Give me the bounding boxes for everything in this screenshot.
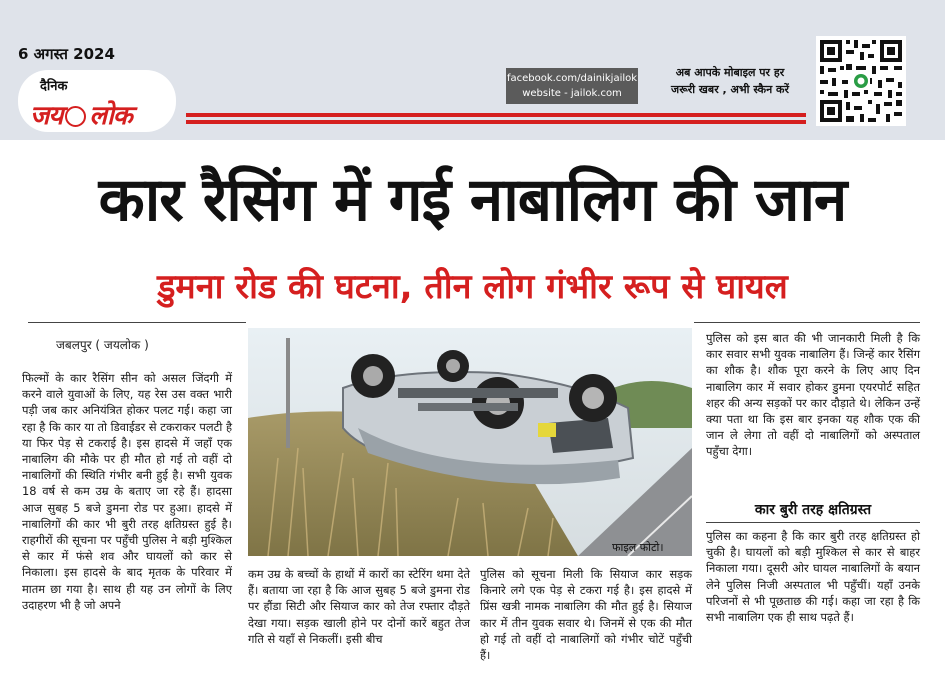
article-column-4-continued: पुलिस का कहना है कि कार बुरी तरह क्षतिग्रस्त हो चुकी है। घायलों को बड़ी मुश्किल से कार से बाहर निकाला गया। दूसरी ओर घायल नाबालिगों के बयान लेने पुलिस निजी अस्पताल भी पहुँचीं। यहाँ उनके परिजनों से भी पूछताछ की गई। कहा जा रहा है कि सभी नाबालिग एक ही साथ पढ़ते हैं। — [706, 529, 920, 625]
accident-photo — [248, 328, 692, 556]
logo-tagline: दैनिक — [40, 79, 68, 94]
photo-caption: फाइल फोटो। — [612, 541, 664, 554]
article-column-4: पुलिस को इस बात की भी जानकारी मिली है कि कार सवार सभी युवक नाबालिग हैं। जिन्हें कार रैसिंग का शौक है। शौक पूरा करने के लिए आए दिन नाबालिग कार में सवार होकर डुमना एयरपोर्ट सहित शहर की अन्य सड़कों पर कार दौड़ाते थे। लेकिन उन्हें क्या पता था कि इस बार इनका यह शौक एक की जान ले लेगा तो वहीं दो नाबालिगों को अस्पताल पहुँचा देगा। — [706, 331, 920, 459]
main-headline: कार रैसिंग में गई नाबालिग की जान — [98, 165, 847, 235]
logo-word-right: लोक — [89, 101, 132, 131]
scan-prompt-line1: अब आपके मोबाइल पर हर — [675, 66, 785, 79]
article-column-2: कम उम्र के बच्चों के हाथों में कारों का स्टेरिंग थमा देते हैं। बताया जा रहा है कि आज सुबह 5 बजे डुमना रोड पर हौंडा सिटी और सियाज कार को तेज रफ्तार दौड़ते देखा गया। सड़क खाली होने पर दोनों कारें बहुत तेज गति से यहाँ से निकलीं। इसी बीच — [248, 567, 470, 646]
scan-prompt — [660, 64, 800, 98]
logo-word-left: जय — [30, 101, 63, 131]
facebook-link[interactable]: facebook.com/dainikjailok — [506, 73, 638, 84]
issue-date: 6 अगस्त 2024 — [18, 45, 115, 63]
social-links-box — [506, 68, 638, 104]
section-heading: कार बुरी तरह क्षतिग्रस्त — [706, 500, 920, 523]
qr-code-icon[interactable] — [816, 36, 906, 126]
globe-icon — [65, 106, 86, 127]
article-column-3: पुलिस को सूचना मिली कि सियाज कार सड़क किनारे लगे एक पेड़ से टकरा गई है। इस हादसे में प्रिंस खत्री नामक नाबालिग की मौत हुई है। सियाज कार में तीन युवक सवार थे। जिनमें से एक की मौत हो गई तो वहीं दो नाबालिगों को गंभीर चोटें पहुँची हैं। — [480, 567, 692, 663]
newspaper-logo — [30, 96, 132, 132]
masthead-rule-lines — [186, 113, 806, 127]
article-column-1: फिल्मों के कार रैसिंग सीन को असल जिंदगी में करने वाले युवाओं के लिए, यह रेस उस वक्त भारी पड़ी जब कार अनियंत्रित होकर पलट गई। कहा जा रहा है कि कार या तो डिवाईडर से टकराकर पलटी है या फिर पेड़ से टकराई है। इस हादसे में जहाँ एक नाबालिग की मौके पर ही मौत हो गई तो वहीं दो नाबालिगों की स्थिति गंभीर बनी हुई है। सभी युवक 18 वर्ष से कम उम्र के बताए जा रहे हैं। हादसा आज सुबह 5 बजे डुमना रोड पर हुआ। हादसे में नाबालिगों की कार भी बुरी तरह क्षतिग्रस्त हुई है। राहगीरों की सूचना पर पहुँची पुलिस ने बड़ी मुश्किल से कार में फंसे शव और घायलों को कार से निकाला। इस हादसे के बाद मृतक के परिवार में मातम छा गया है। साथ ही यह उन लोगों के लिए उदाहरण भी है जो अपने — [22, 371, 232, 612]
divider — [694, 322, 920, 323]
divider — [28, 322, 246, 323]
scan-prompt-line2: जरूरी खबर , अभी स्कैन करें — [671, 83, 789, 96]
website-link[interactable]: website - jailok.com — [522, 88, 622, 99]
sub-headline: डुमना रोड की घटना, तीन लोग गंभीर रूप से घायल — [157, 267, 788, 307]
dateline: जबलपुर ( जयलोक ) — [56, 338, 149, 352]
